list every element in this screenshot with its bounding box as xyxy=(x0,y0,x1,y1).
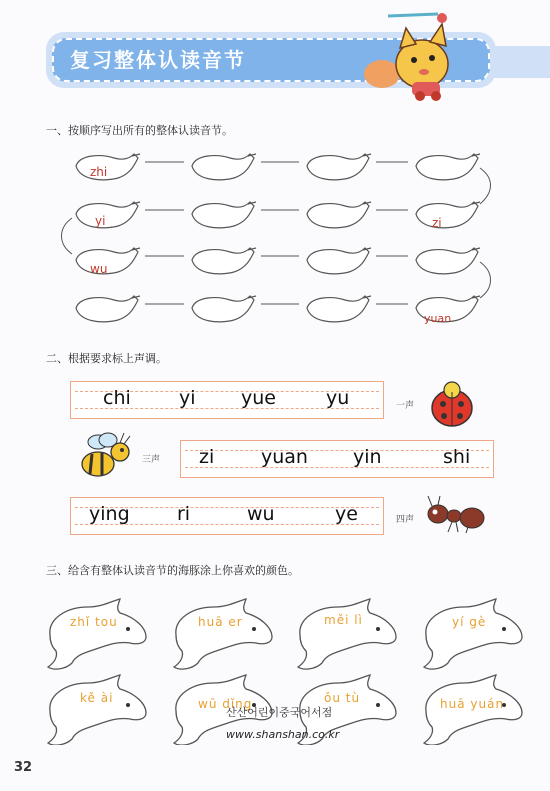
syllable-shi: shi xyxy=(443,446,471,468)
ladybug-icon xyxy=(426,378,478,430)
dolphin-label-7: ǒu tù xyxy=(324,691,361,705)
banana-label-wu: wu xyxy=(90,262,108,276)
syllable-yin: yin xyxy=(353,446,382,468)
page-title: 复习整体认读音节 xyxy=(70,48,246,72)
question-2: 二、根据要求标上声调。 xyxy=(46,352,167,365)
banana-14 xyxy=(192,296,256,322)
banana-12 xyxy=(416,248,480,274)
banana-2 xyxy=(192,154,256,180)
tone-box-1 xyxy=(70,381,384,419)
dolphin-label-5: kě ài xyxy=(80,691,114,705)
banana-label-yuan: yuan xyxy=(424,312,452,325)
syllable-chi: chi xyxy=(103,387,131,409)
banana-8 xyxy=(416,202,480,228)
banana-15 xyxy=(307,296,371,322)
dolphin-5 xyxy=(48,675,146,745)
watermark-url: www.shanshan.co.kr xyxy=(226,728,340,741)
dolphin-label-3: měi lì xyxy=(324,613,363,627)
banana-1 xyxy=(76,154,140,180)
banana-7 xyxy=(307,202,371,228)
syllable-yuan: yuan xyxy=(261,446,308,468)
banana-label-zi: zi xyxy=(432,216,442,230)
syllable-yi: yi xyxy=(179,387,196,409)
banana-6 xyxy=(192,202,256,228)
banana-label-zhi: zhi xyxy=(90,165,108,179)
bee-icon xyxy=(76,428,136,484)
tone-label-1: 一声 xyxy=(396,401,415,411)
banana-10 xyxy=(192,248,256,274)
ant-icon xyxy=(424,494,486,534)
syllable-zi: zi xyxy=(199,446,215,468)
banana-3 xyxy=(307,154,371,180)
syllable-ri: ri xyxy=(177,503,191,525)
question-3: 三、给含有整体认读音节的海豚涂上你喜欢的颜色。 xyxy=(46,564,299,577)
dolphin-1 xyxy=(48,599,146,669)
question-1: 一、按顺序写出所有的整体认读音节。 xyxy=(46,124,233,137)
syllable-yu: yu xyxy=(326,387,350,409)
banana-label-yi: yi xyxy=(95,214,106,228)
dolphin-2 xyxy=(174,599,272,669)
watermark-shop-name: 산산어린이중국어서점 xyxy=(226,706,333,719)
dolphin-label-1: zhǐ tou xyxy=(70,615,118,629)
banana-4 xyxy=(416,154,480,180)
banana-5 xyxy=(76,202,140,228)
dolphin-label-6: wū dǐng xyxy=(198,697,253,711)
tone-label-2: 三声 xyxy=(142,455,161,465)
syllable-ying: ying xyxy=(89,503,130,525)
dolphin-label-2: huā er xyxy=(198,615,243,629)
tone-box-2 xyxy=(180,440,494,478)
banana-13 xyxy=(76,296,140,322)
banana-9 xyxy=(76,248,140,274)
dolphin-label-8: huā yuán xyxy=(440,697,505,711)
syllable-wu: wu xyxy=(247,503,275,525)
page-number: 32 xyxy=(14,760,33,775)
banana-path-diagram xyxy=(0,0,550,345)
syllable-yue: yue xyxy=(241,387,276,409)
banana-11 xyxy=(307,248,371,274)
syllable-ye: ye xyxy=(335,503,358,525)
dolphin-4 xyxy=(424,599,522,669)
dolphins-diagram xyxy=(0,585,550,745)
tone-label-3: 四声 xyxy=(396,515,415,525)
dolphin-label-4: yí gè xyxy=(452,615,487,629)
tone-box-3 xyxy=(70,497,384,535)
dolphin-3 xyxy=(298,599,396,669)
